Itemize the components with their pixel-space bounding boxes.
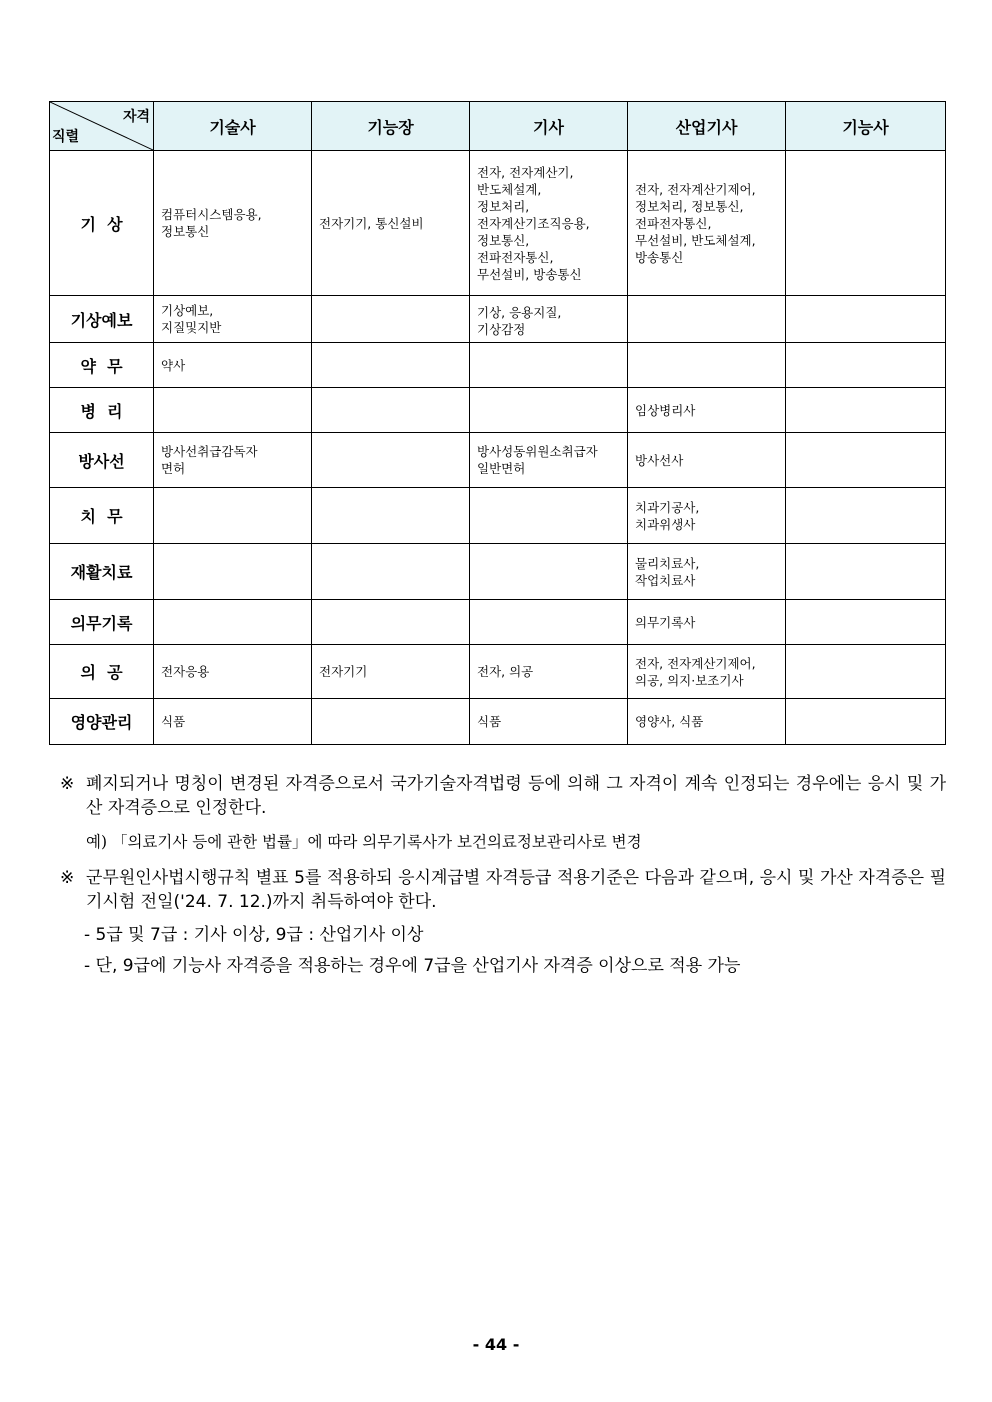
column-header: 기능장 [312,102,470,151]
table-cell [470,488,628,544]
table-cell [154,600,312,645]
table-row [50,544,946,600]
table-cell [312,343,470,388]
page-number: - 44 - [472,1335,520,1354]
table-cell: 방사성동위원소취급자 일반면허 [470,433,628,488]
table-cell: 전자기기 [312,645,470,699]
row-label: 치 무 [50,488,154,544]
table-row [50,433,946,488]
exception-bullet: - 단, 9급에 기능사 자격증을 적용하는 경우에 7급을 산업기사 자격증 이상으로 적용 가능 [84,956,741,976]
table-cell [470,388,628,433]
table-cell: 전자기기, 통신설비 [312,151,470,296]
corner-header-series: 직렬 [52,129,80,145]
table-cell [786,388,946,433]
row-label: 재활치료 [50,544,154,600]
corner-header-qualification: 자격 [122,109,150,125]
table-cell [786,645,946,699]
column-header: 기능사 [786,102,946,151]
table-cell [786,544,946,600]
table-cell [470,343,628,388]
qualification-table [49,101,946,745]
table-cell [312,699,470,745]
table-cell [312,600,470,645]
table-cell: 전자, 전자계산기제어, 정보처리, 정보통신, 전파전자통신, 무선설비, 반도체설계, 방송통신 [628,151,786,296]
example-text: 예) 「의료기사 등에 관한 법률」에 따라 의무기록사가 보건의료정보관리사로 변경 [86,833,642,851]
column-header: 산업기사 [628,102,786,151]
table-cell: 컴퓨터시스템응용, 정보통신 [154,151,312,296]
table-row [50,699,946,745]
table-cell [470,600,628,645]
table-cell [786,488,946,544]
table-cell: 의무기록사 [628,600,786,645]
table-cell: 약사 [154,343,312,388]
table-row [50,645,946,699]
table-cell: 방사선취급감독자 면허 [154,433,312,488]
table-cell [628,343,786,388]
row-label: 기상예보 [50,296,154,343]
table-cell: 방사선사 [628,433,786,488]
table-cell: 전자응용 [154,645,312,699]
note-1 [60,772,946,820]
table-cell [628,296,786,343]
note-2 [60,866,946,914]
table-cell: 치과기공사, 치과위생사 [628,488,786,544]
row-label: 병 리 [50,388,154,433]
row-label: 의 공 [50,645,154,699]
table-cell [312,296,470,343]
notes-section [60,772,946,982]
column-header: 기술사 [154,102,312,151]
table-cell: 식품 [154,699,312,745]
table-cell: 전자, 전자계산기, 반도체설계, 정보처리, 전자계산기조직응용, 정보통신, 전파전자통신, 무선설비, 방송통신 [470,151,628,296]
table-cell: 식품 [470,699,628,745]
table-cell: 임상병리사 [628,388,786,433]
table-cell: 기상, 응용지질, 기상감정 [470,296,628,343]
table-cell [312,488,470,544]
table-cell: 물리치료사, 작업치료사 [628,544,786,600]
table-cell [312,388,470,433]
table-row [50,151,946,296]
table-row [50,388,946,433]
table-cell [470,544,628,600]
note-1-text: 폐지되거나 명칭이 변경된 자격증으로서 국가기술자격법령 등에 의해 그 자격이 계속 인정되는 경우에는 응시 및 가산 자격증으로 인정한다. [86,774,946,818]
row-label: 약 무 [50,343,154,388]
row-label: 기 상 [50,151,154,296]
table-cell [154,488,312,544]
row-label: 영양관리 [50,699,154,745]
row-label: 의무기록 [50,600,154,645]
table-cell: 영양사, 식품 [628,699,786,745]
table-cell [786,433,946,488]
table-cell: 기상예보, 지질및지반 [154,296,312,343]
table-cell: 전자, 의공 [470,645,628,699]
table-row [50,600,946,645]
reference-mark: ※ [60,868,75,888]
table-cell [312,433,470,488]
table-cell: 전자, 전자계산기제어, 의공, 의지·보조기사 [628,645,786,699]
table-cell [154,544,312,600]
table-row [50,343,946,388]
table-row [50,296,946,343]
row-label: 방사선 [50,433,154,488]
grade-criteria-bullet: - 5급 및 7급 : 기사 이상, 9급 : 산업기사 이상 [84,925,424,945]
note-2-text: 군무원인사법시행규칙 별표 5를 적용하되 응시계급별 자격등급 적용기준은 다음과 같으며, 응시 및 가산 자격증은 필기시험 전일('24. 7. 12.)까지 취득하여야 한다. [86,868,946,912]
table-cell [312,544,470,600]
table-cell [786,600,946,645]
table-row [50,488,946,544]
table-cell [786,343,946,388]
table-cell [786,296,946,343]
corner-header-cell [50,102,154,151]
table-cell [786,151,946,296]
table-header-row [50,102,946,151]
reference-mark: ※ [60,774,75,794]
column-header: 기사 [470,102,628,151]
table-cell [154,388,312,433]
table-cell [786,699,946,745]
